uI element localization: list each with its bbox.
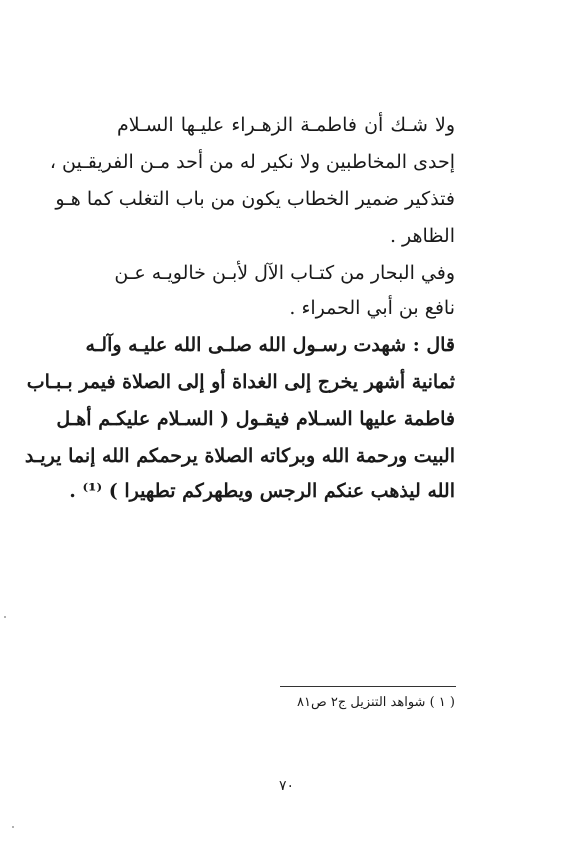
footnote: ( ١ ) شواهد التنزيل ج٢ ص٨١ <box>297 695 455 710</box>
paragraph-3-line-2: ثمانية أشهر يخرج إلى الغداة أو إلى الصلاة فيمر بـبـاب <box>26 371 455 393</box>
paragraph-3-line-4: البيت ورحمة الله وبركاته الصلاة يرحمكم الله إنما يريـد <box>24 445 455 467</box>
paragraph-1-line-4: الظاهر . <box>389 225 455 247</box>
paragraph-2-line-1: وفي البحار من كتـاب الآل لأبـن خالويـه عـن <box>114 262 455 284</box>
paragraph-3-line-1: قال : شهدت رسـول الله صلـى الله عليـه وآلـه <box>85 334 455 356</box>
paragraph-3-line-5: الله ليذهب عنكم الرجس ويطهركم تطهيرا ) ⁽¹⁾ . <box>69 480 455 502</box>
footnote-separator <box>280 686 456 687</box>
page-number: ٧٠ <box>278 778 295 794</box>
paragraph-1-line-2: إحدى المخاطبين ولا نكير له من أحد مـن الفريقـين ، <box>49 151 455 173</box>
scan-speck <box>4 616 6 618</box>
paragraph-2-line-2: نافع بن أبي الحمراء . <box>289 297 455 319</box>
paragraph-1-line-1: ولا شـك أن فاطمـة الزهـراء عليـها السـلام <box>117 114 455 136</box>
paragraph-1-line-3: فتذكير ضمير الخطاب يكون من باب التغلب كما هـو <box>55 188 455 210</box>
scan-speck <box>12 826 14 828</box>
paragraph-3-line-3: فاطمة عليها السـلام فيقـول ( السـلام عليكـم أهـل <box>56 408 455 430</box>
